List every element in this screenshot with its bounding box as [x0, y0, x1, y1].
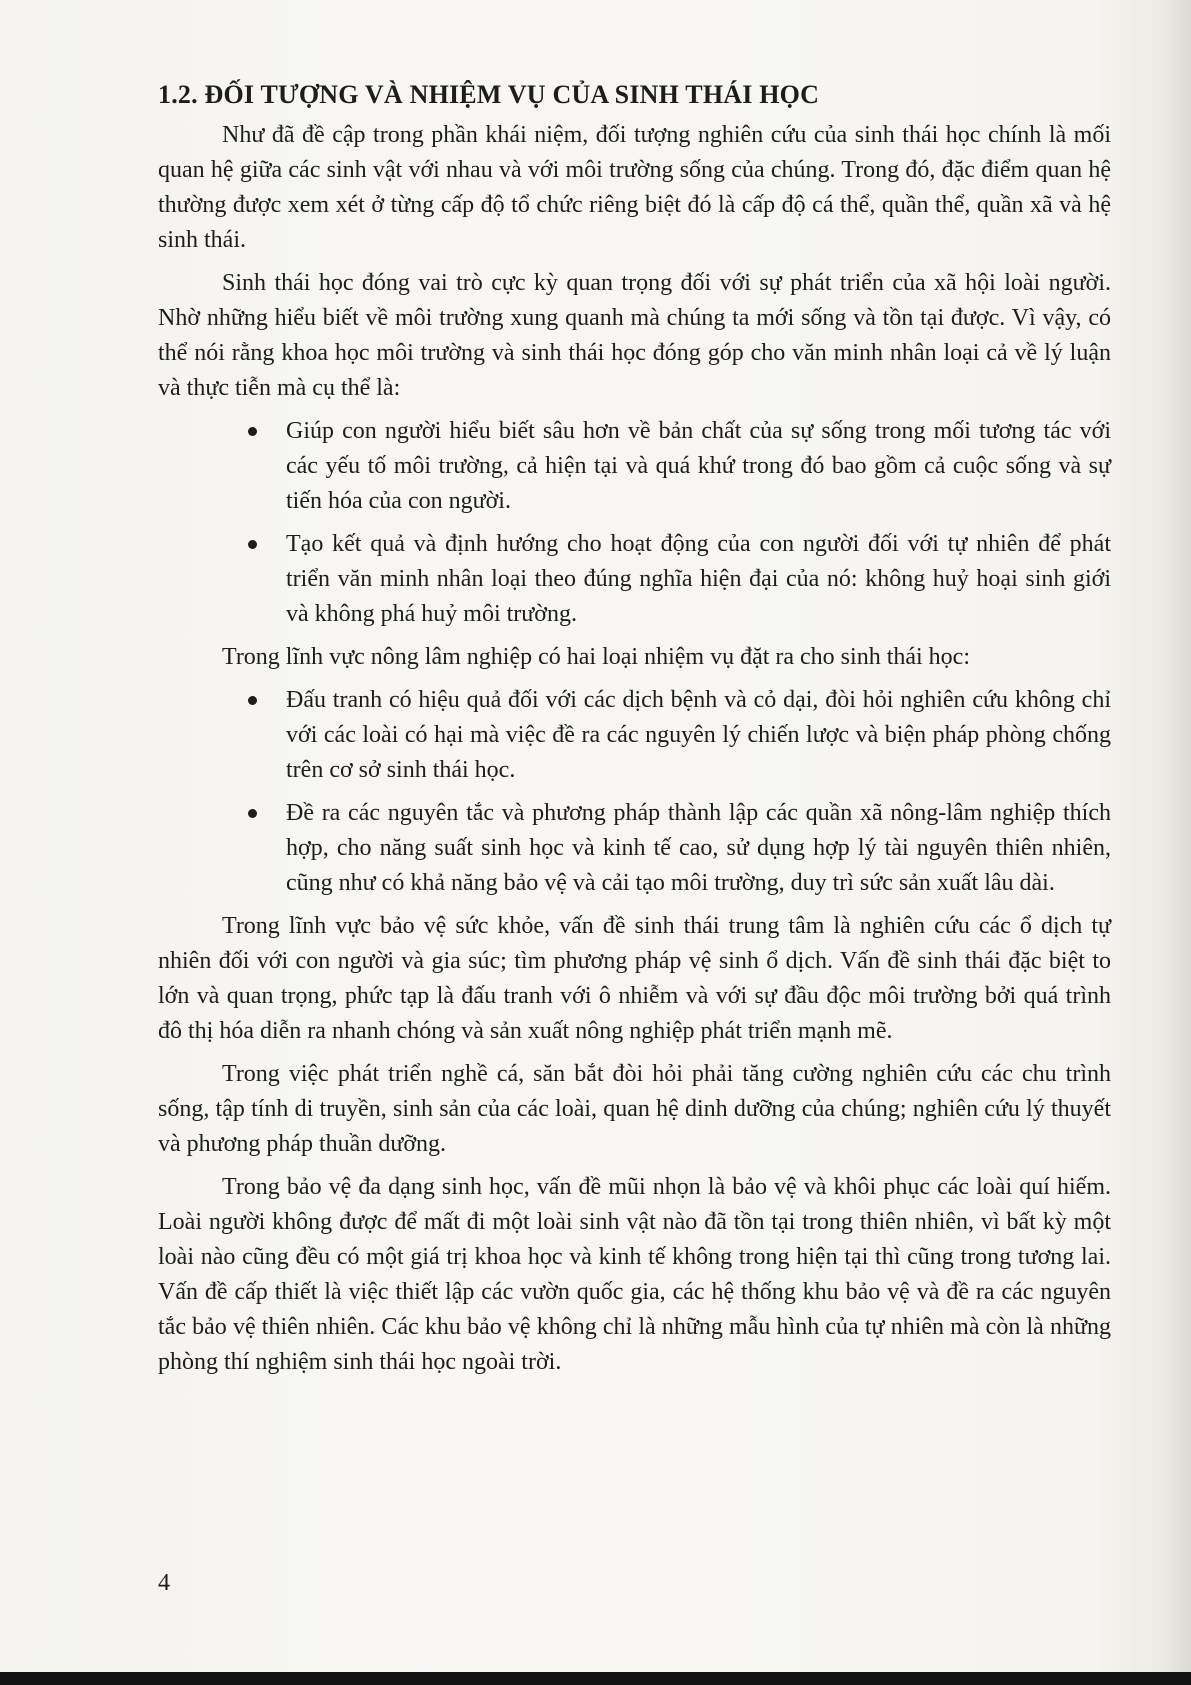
bullet-icon: [248, 696, 257, 705]
list-item: [158, 683, 1111, 788]
list-item: [158, 796, 1111, 901]
page-content: [158, 80, 1111, 1388]
agriculture-bullet-list: [158, 683, 1111, 901]
paragraph-role-of-ecology: Sinh thái học đóng vai trò cực kỳ quan trọng đối với sự phát triển của xã hội loài người. Nhờ những hiểu biết về môi trường xung quanh mà chúng ta mới sống và tồn tại được. Vì vậy, có thể nói rằng khoa học môi trường và sinh thái học đóng góp cho văn minh nhân loại cả về lý luận và thực tiễn mà cụ thể là:: [158, 270, 1111, 401]
section-heading: 1.2. ĐỐI TƯỢNG VÀ NHIỆM VỤ CỦA SINH THÁI HỌC: [158, 80, 820, 109]
bullet-icon: [248, 809, 257, 818]
list-item-text: Giúp con người hiểu biết sâu hơn về bản chất của sự sống trong mối tương tác với các yếu tố môi trường, cả hiện tại và quá khứ trong đó bao gồm cả cuộc sống và sự tiến hóa của con người.: [286, 418, 1111, 514]
list-item-text: Đấu tranh có hiệu quả đối với các dịch bệnh và cỏ dại, đòi hỏi nghiên cứu không chỉ với các loài có hại mà việc đề ra các nguyên lý chiến lược và biện pháp phòng chống trên cơ sở sinh thái học.: [286, 687, 1111, 783]
paragraph-health-protection: Trong lĩnh vực bảo vệ sức khỏe, vấn đề sinh thái trung tâm là nghiên cứu các ổ dịch tự nhiên đối với con người và gia súc; tìm phương pháp vệ sinh ổ dịch. Vấn đề sinh thái đặc biệt to lớn và quan trọng, phức tạp là đấu tranh với ô nhiễm và với sự đầu độc môi trường bởi quá trình đô thị hóa diễn ra nhanh chóng và sản xuất nông nghiệp phát triển mạnh mẽ.: [158, 913, 1111, 1044]
list-item: [158, 527, 1111, 632]
list-item: [158, 414, 1111, 519]
page-edge-shadow: [1163, 0, 1191, 1672]
roles-bullet-list: [158, 414, 1111, 632]
scan-bottom-edge: [0, 1672, 1191, 1685]
page-number: 4: [158, 1570, 170, 1596]
bullet-icon: [248, 427, 257, 436]
list-item-text: Đề ra các nguyên tắc và phương pháp thành lập các quần xã nông-lâm nghiệp thích hợp, cho năng suất sinh học và kinh tế cao, sử dụng hợp lý tài nguyên thiên nhiên, cũng như có khả năng bảo vệ và cải tạo môi trường, duy trì sức sản xuất lâu dài.: [286, 800, 1111, 896]
paragraph-agriculture-tasks: Trong lĩnh vực nông lâm nghiệp có hai loại nhiệm vụ đặt ra cho sinh thái học:: [222, 644, 970, 670]
bullet-icon: [248, 540, 257, 549]
paragraph-object-of-study: Như đã đề cập trong phần khái niệm, đối tượng nghiên cứu của sinh thái học chính là mối quan hệ giữa các sinh vật với nhau và với môi trường sống của chúng. Trong đó, đặc điểm quan hệ thường được xem xét ở từng cấp độ tổ chức riêng biệt đó là cấp độ cá thể, quần thể, quần xã và hệ sinh thái.: [158, 122, 1111, 253]
paragraph-fishery: Trong việc phát triển nghề cá, săn bắt đòi hỏi phải tăng cường nghiên cứu các chu trình sống, tập tính di truyền, sinh sản của các loài, quan hệ dinh dưỡng của chúng; nghiên cứu lý thuyết và phương pháp thuần dưỡng.: [158, 1061, 1111, 1157]
list-item-text: Tạo kết quả và định hướng cho hoạt động của con người đối với tự nhiên để phát triển văn minh nhân loại theo đúng nghĩa hiện đại của nó: không huỷ hoại sinh giới và không phá huỷ môi trường.: [286, 531, 1111, 627]
paragraph-biodiversity: Trong bảo vệ đa dạng sinh học, vấn đề mũi nhọn là bảo vệ và khôi phục các loài quí hiếm. Loài người không được để mất đi một loài sinh vật nào đã tồn tại trong thiên nhiên, vì bất kỳ một loài nào cũng đều có một giá trị khoa học và kinh tế không trong hiện tại thì cũng trong tương lai. Vấn đề cấp thiết là việc thiết lập các vườn quốc gia, các hệ thống khu bảo vệ và đề ra các nguyên tắc bảo vệ thiên nhiên. Các khu bảo vệ không chỉ là những mẫu hình của tự nhiên mà còn là những phòng thí nghiệm sinh thái học ngoài trời.: [158, 1174, 1111, 1375]
